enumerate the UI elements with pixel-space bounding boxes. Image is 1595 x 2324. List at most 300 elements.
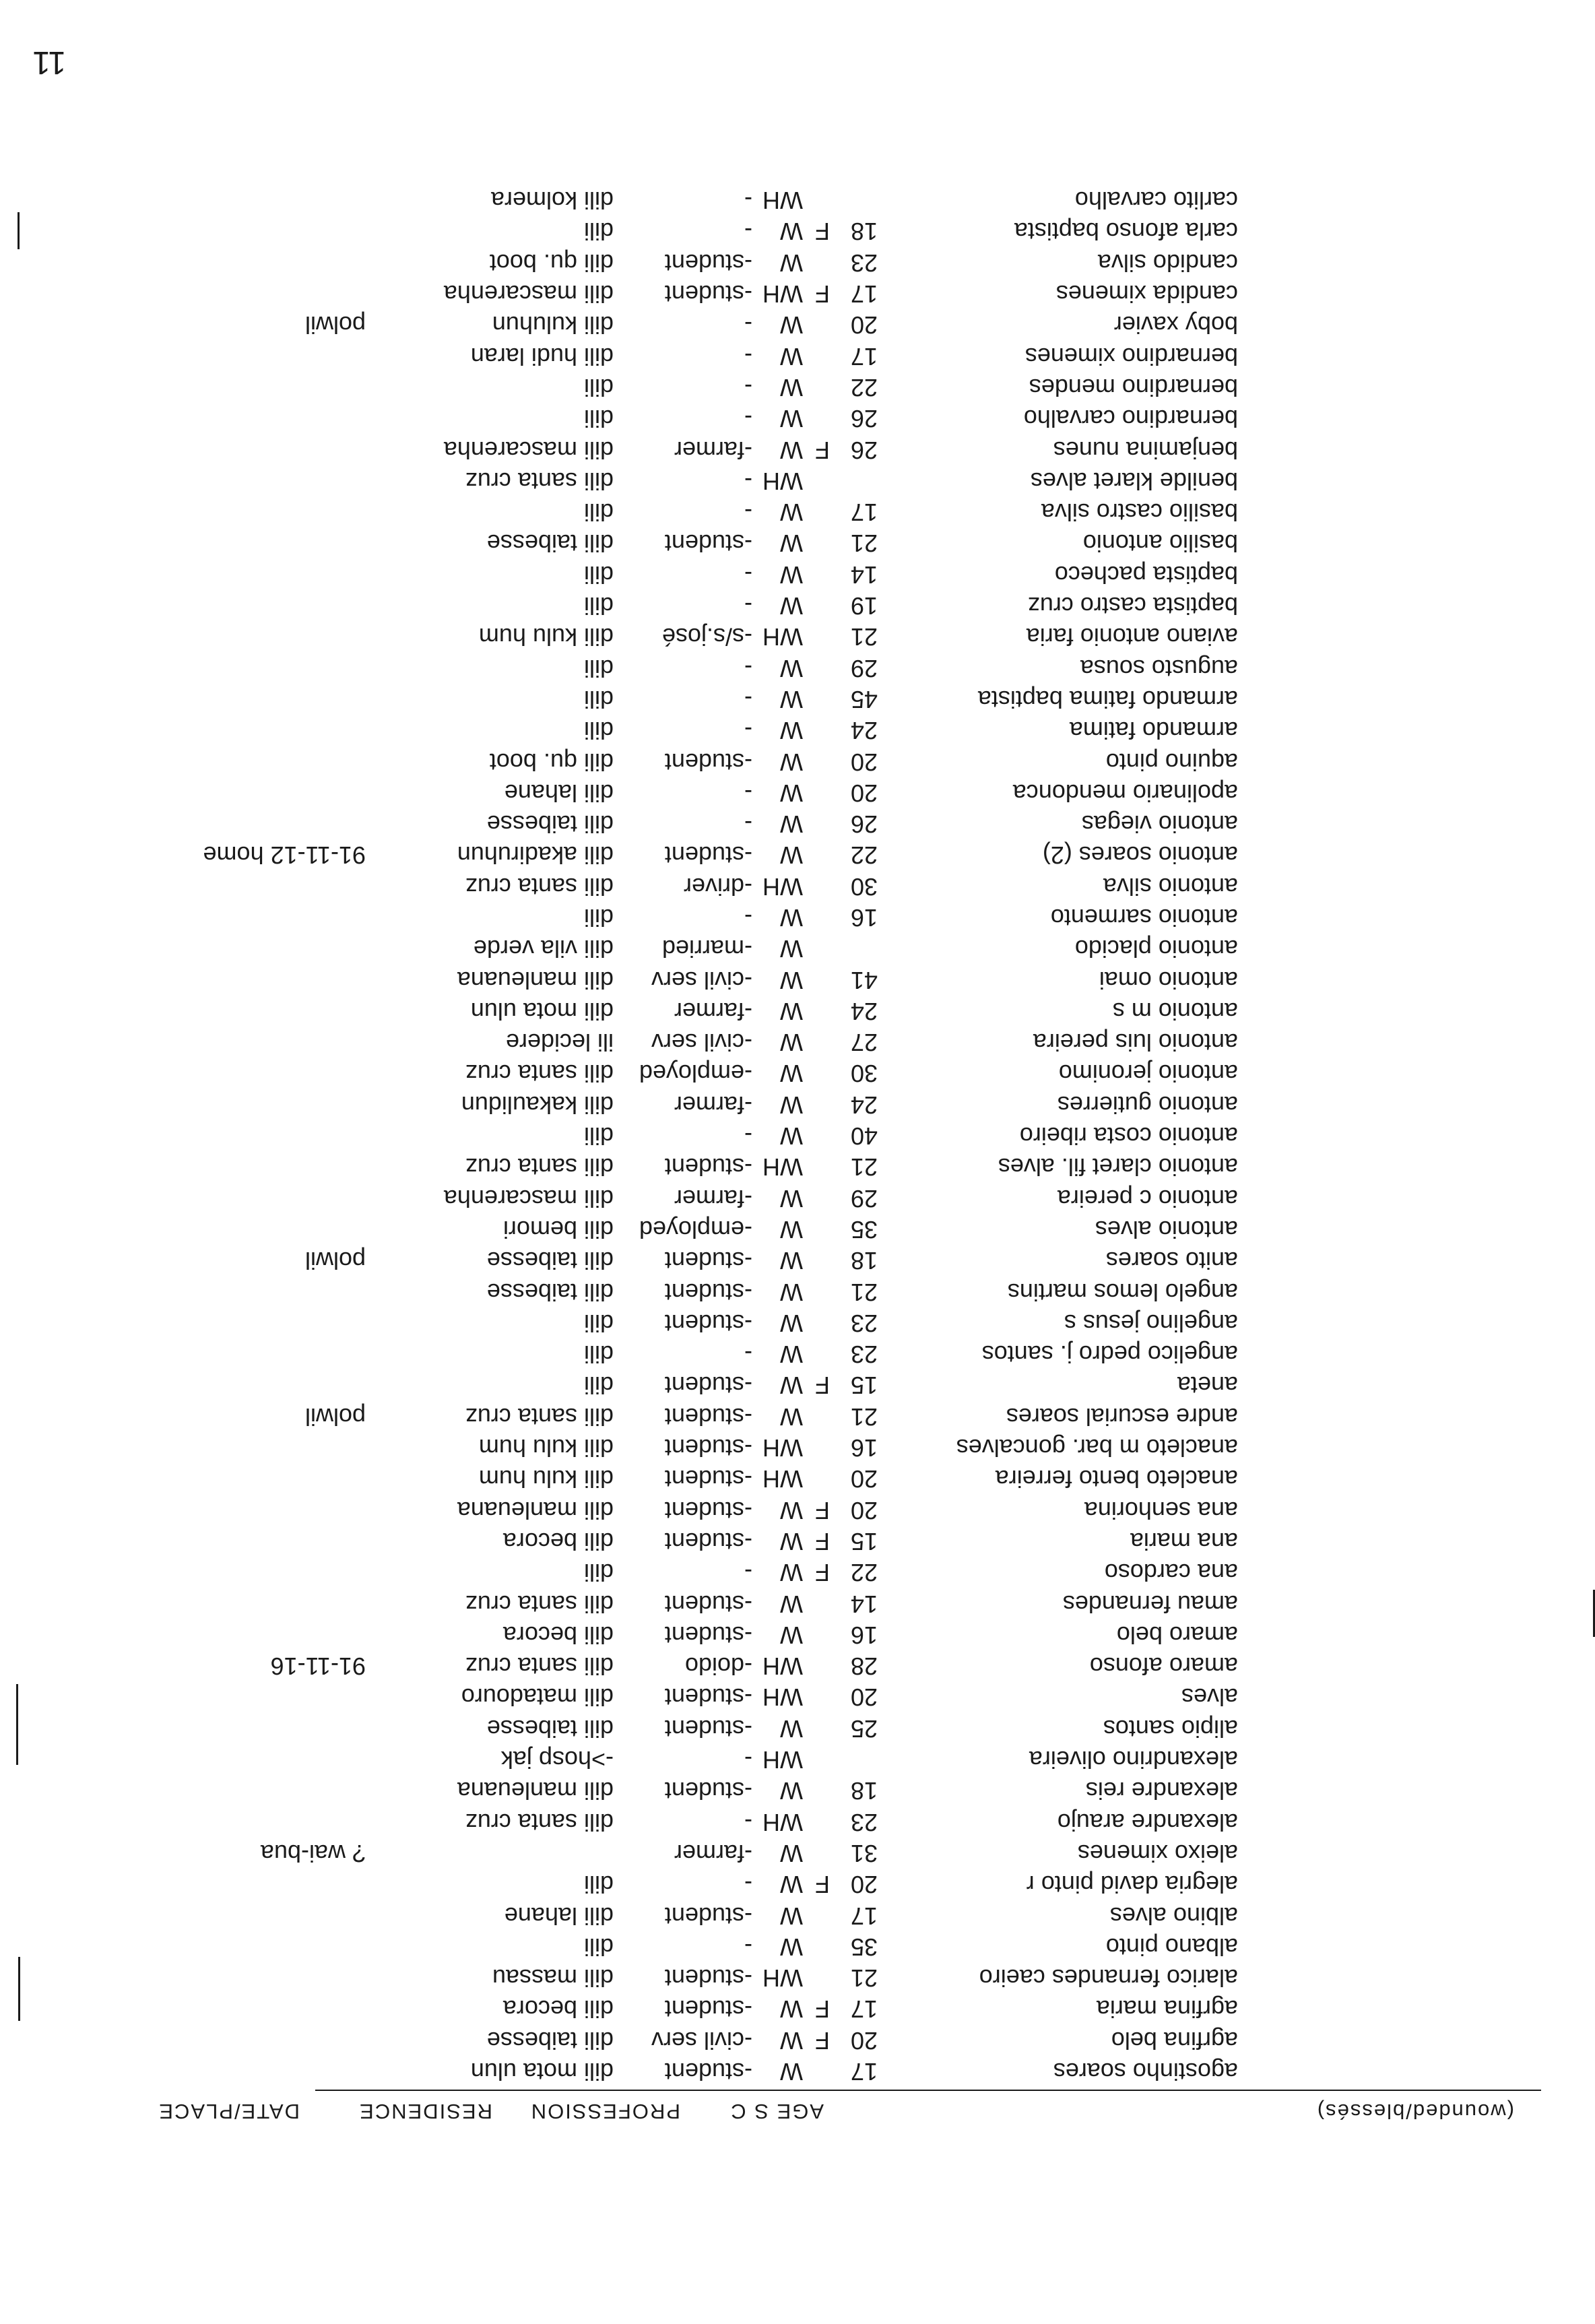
age-cell: 21 — [850, 529, 878, 558]
profession-cell: -student — [664, 841, 752, 870]
residence-cell: dili — [583, 904, 614, 932]
name-cell: amaro afonso — [1089, 1652, 1238, 1681]
profession-cell: - — [744, 373, 752, 401]
residence-cell: dili — [583, 1309, 614, 1337]
table-row — [0, 1151, 1595, 1182]
profession-cell: -student — [664, 1309, 752, 1337]
residence-cell: dili qu. boot — [489, 249, 614, 277]
residence-cell: dili akadiruhun — [457, 841, 614, 870]
name-cell: anacleto bento ferreira — [995, 1465, 1238, 1493]
table-row — [0, 1494, 1595, 1525]
age-cell: 18 — [850, 1777, 878, 1805]
residence-cell: dili — [583, 654, 614, 682]
age-cell: 20 — [850, 1871, 878, 1899]
condition-cell: W — [780, 436, 803, 464]
profession-cell: -civil serv — [651, 2026, 752, 2055]
table-row — [0, 1400, 1595, 1431]
table-row — [0, 652, 1595, 683]
profession-cell: -student — [664, 1465, 752, 1493]
age-cell: 23 — [850, 249, 878, 277]
residence-cell: dili lahane — [504, 1902, 614, 1930]
name-cell: agrfina maria — [1096, 1995, 1238, 2024]
age-cell: 29 — [850, 654, 878, 682]
residence-cell: dili taibesse — [486, 2026, 614, 2055]
age-cell: 24 — [850, 997, 878, 1025]
name-cell: angelino jesus s — [1064, 1309, 1238, 1337]
name-cell: bernardino carvalho — [1023, 405, 1238, 433]
profession-cell: -employed — [639, 1215, 752, 1244]
age-cell: 14 — [850, 560, 878, 589]
age-cell: 26 — [850, 810, 878, 839]
name-cell: boby xavier — [1113, 311, 1238, 340]
condition-cell: W — [780, 1496, 803, 1524]
age-cell: 21 — [850, 1402, 878, 1431]
condition-cell: W — [780, 1184, 803, 1213]
header-residence: RESIDENCE — [358, 2100, 492, 2123]
age-cell: 23 — [850, 1341, 878, 1369]
condition-cell: W — [780, 1621, 803, 1649]
table-row — [0, 1214, 1595, 1245]
name-cell: antonio sarmento — [1050, 904, 1238, 932]
age-cell: 30 — [850, 1060, 878, 1088]
age-cell: 21 — [850, 1153, 878, 1182]
name-cell: alipio santos — [1103, 1714, 1238, 1743]
age-cell: 15 — [850, 1527, 878, 1555]
age-cell: 17 — [850, 2058, 878, 2086]
profession-cell: - — [744, 904, 752, 932]
condition-cell: W — [780, 997, 803, 1025]
age-cell: 20 — [850, 1496, 878, 1524]
condition-cell: WH — [762, 280, 803, 309]
table-row — [0, 403, 1595, 434]
profession-cell: -student — [664, 529, 752, 558]
residence-cell: dili kulu hum — [478, 1465, 614, 1493]
condition-cell: WH — [762, 1153, 803, 1182]
age-cell: 24 — [850, 717, 878, 745]
profession-cell: -student — [664, 249, 752, 277]
profession-cell: -student — [664, 1434, 752, 1462]
table-row — [0, 216, 1595, 247]
sex-cell: F — [815, 1371, 830, 1400]
name-cell: anacleto m bar. goncalves — [956, 1434, 1238, 1462]
name-cell: antonio soares (2) — [1042, 841, 1238, 870]
age-cell: 22 — [850, 373, 878, 401]
name-cell: antonio c pereira — [1057, 1184, 1238, 1213]
table-row — [0, 372, 1595, 403]
condition-cell: W — [780, 311, 803, 340]
profession-cell: - — [744, 779, 752, 807]
condition-cell: W — [780, 654, 803, 682]
name-cell: aviano antonio faria — [1026, 623, 1238, 651]
table-row — [0, 558, 1595, 589]
residence-cell: dili santa cruz — [465, 1060, 614, 1088]
residence-cell: dili taibesse — [486, 1714, 614, 1743]
table-row — [0, 340, 1595, 371]
name-cell: amaro belo — [1116, 1621, 1238, 1649]
name-cell: candida ximenes — [1055, 280, 1238, 309]
name-cell: carlito carvalho — [1074, 187, 1238, 215]
age-cell: 41 — [850, 966, 878, 994]
residence-cell: dili matadouro — [461, 1683, 614, 1712]
header-rule — [315, 2090, 1541, 2091]
condition-cell: W — [780, 1995, 803, 2024]
profession-cell: -student — [664, 1964, 752, 1993]
profession-cell: -student — [664, 2058, 752, 2086]
residence-cell: dili bemori — [502, 1215, 614, 1244]
profession-cell: -student — [664, 1995, 752, 2024]
condition-cell: W — [780, 342, 803, 370]
profession-cell: -student — [664, 1777, 752, 1805]
profession-cell: -student — [664, 1247, 752, 1275]
name-cell: ana maria — [1130, 1527, 1238, 1555]
residence-cell: dili — [583, 1559, 614, 1587]
profession-cell: -married — [661, 935, 752, 963]
table-row — [0, 309, 1595, 340]
table-row — [0, 1744, 1595, 1775]
sex-cell: F — [815, 218, 830, 246]
profession-cell: - — [744, 592, 752, 620]
table-row — [0, 933, 1595, 964]
table-row — [0, 684, 1595, 715]
residence-cell: dili lahane — [504, 779, 614, 807]
condition-cell: W — [780, 717, 803, 745]
age-cell: 31 — [850, 1839, 878, 1867]
residence-cell: dili hudi laran — [470, 342, 614, 370]
residence-cell: dili manleuana — [457, 1496, 614, 1524]
table-header — [59, 2091, 1541, 2130]
condition-cell: W — [780, 592, 803, 620]
residence-cell: dili santa cruz — [465, 1652, 614, 1681]
name-cell: albino alves — [1109, 1902, 1238, 1930]
name-cell: carla afonso baptista — [1014, 218, 1238, 246]
residence-cell: dili kulu hum — [478, 1434, 614, 1462]
condition-cell: W — [780, 1590, 803, 1618]
name-cell: bernardino ximenes — [1024, 342, 1238, 370]
age-cell: 20 — [850, 311, 878, 340]
table-row — [0, 870, 1595, 901]
age-cell: 17 — [850, 1995, 878, 2024]
residence-cell: dili — [583, 1371, 614, 1400]
condition-cell: W — [780, 935, 803, 963]
residence-cell: dili santa cruz — [465, 467, 614, 495]
condition-cell: WH — [762, 187, 803, 215]
condition-cell: W — [780, 249, 803, 277]
profession-cell: - — [744, 1746, 752, 1774]
profession-cell: -farmer — [674, 436, 752, 464]
table-row — [0, 247, 1595, 278]
table-row — [0, 964, 1595, 995]
condition-cell: W — [780, 1402, 803, 1431]
condition-cell: W — [780, 685, 803, 713]
age-cell: 26 — [850, 436, 878, 464]
table-row — [0, 1308, 1595, 1338]
name-cell: alarico fernandes caeiro — [979, 1964, 1238, 1993]
table-row — [0, 496, 1595, 527]
condition-cell: W — [780, 529, 803, 558]
profession-cell: -student — [664, 1496, 752, 1524]
name-cell: antonio costa ribeiro — [1019, 1122, 1238, 1151]
residence-cell: dili mota ulun — [470, 2058, 614, 2086]
age-cell: 17 — [850, 1902, 878, 1930]
profession-cell: - — [744, 1122, 752, 1151]
table-row — [0, 1182, 1595, 1213]
condition-cell: W — [780, 1122, 803, 1151]
name-cell: antonio jeronimo — [1058, 1060, 1238, 1088]
name-cell: alegria david pinto r — [1026, 1871, 1238, 1899]
age-cell: 16 — [850, 904, 878, 932]
date-place-cell: polwil — [304, 311, 366, 340]
condition-cell: WH — [762, 1683, 803, 1712]
profession-cell: -student — [664, 1621, 752, 1649]
residence-cell: dili mota ulun — [470, 997, 614, 1025]
age-cell: 16 — [850, 1621, 878, 1649]
name-cell: antonio luis pereira — [1033, 1029, 1238, 1057]
age-cell: 17 — [850, 342, 878, 370]
date-place-cell: 91-11-16 — [270, 1652, 366, 1681]
name-cell: antonio placido — [1074, 935, 1238, 963]
condition-cell: W — [780, 1559, 803, 1587]
table-row — [0, 1432, 1595, 1463]
table-row — [0, 1900, 1595, 1931]
age-cell: 21 — [850, 1964, 878, 1993]
residence-cell: dili — [583, 1341, 614, 1369]
profession-cell: -student — [664, 1371, 752, 1400]
residence-cell: dili becora — [502, 1527, 614, 1555]
condition-cell: W — [780, 1714, 803, 1743]
profession-cell: -doido — [684, 1652, 752, 1681]
sex-cell: F — [815, 280, 830, 309]
table-row — [0, 278, 1595, 309]
table-row — [0, 1058, 1595, 1089]
name-cell: armando fatima baptista — [977, 685, 1238, 713]
profession-cell: -student — [664, 1527, 752, 1555]
name-cell: antonio viegas — [1081, 810, 1238, 839]
table-row — [0, 1838, 1595, 1869]
table-row — [0, 1806, 1595, 1837]
table-row — [0, 1650, 1595, 1681]
age-cell: 35 — [850, 1215, 878, 1244]
name-cell: baptista pacheco — [1054, 560, 1238, 589]
table-row — [0, 1588, 1595, 1619]
table-row — [0, 1712, 1595, 1743]
name-cell: angelo lemos martins — [1007, 1278, 1238, 1306]
date-place-cell: polwil — [304, 1247, 366, 1275]
name-cell: ana senhorina — [1084, 1496, 1238, 1524]
residence-cell: dili — [583, 405, 614, 433]
condition-cell: W — [780, 841, 803, 870]
residence-cell: dili kulu hum — [478, 623, 614, 651]
residence-cell: dili santa cruz — [465, 1590, 614, 1618]
age-cell: 20 — [850, 2026, 878, 2055]
table-row — [0, 1993, 1595, 2024]
residence-cell: dili taibesse — [486, 810, 614, 839]
condition-cell: WH — [762, 1434, 803, 1462]
name-cell: alves — [1181, 1683, 1238, 1712]
profession-cell: -s/s.josé — [661, 623, 752, 651]
table-row — [0, 839, 1595, 870]
age-cell: 23 — [850, 1808, 878, 1836]
profession-cell: - — [744, 498, 752, 527]
condition-cell: WH — [762, 1808, 803, 1836]
name-cell: antonio gutierres — [1057, 1091, 1238, 1119]
date-place-cell: polwil — [304, 1402, 366, 1431]
table-row — [0, 777, 1595, 808]
profession-cell: - — [744, 1933, 752, 1961]
residence-cell: dili kolmera — [490, 187, 614, 215]
condition-cell: W — [780, 779, 803, 807]
condition-cell: W — [780, 498, 803, 527]
age-cell: 35 — [850, 1933, 878, 1961]
residence-cell: dili taibesse — [486, 1278, 614, 1306]
profession-cell: - — [744, 810, 752, 839]
header-profession: PROFESSION — [529, 2100, 680, 2123]
residence-cell: dili santa cruz — [465, 872, 614, 901]
table-row — [0, 1775, 1595, 1806]
profession-cell: -student — [664, 1590, 752, 1618]
sex-cell: F — [815, 2026, 830, 2055]
name-cell: andre escurial soares — [1006, 1402, 1238, 1431]
name-cell: benjamina nunes — [1053, 436, 1238, 464]
residence-cell: dili — [583, 218, 614, 246]
name-cell: antonio m s — [1112, 997, 1238, 1025]
condition-cell: W — [780, 218, 803, 246]
profession-cell: -farmer — [674, 1184, 752, 1213]
profession-cell: - — [744, 1559, 752, 1587]
table-row — [0, 996, 1595, 1027]
profession-cell: - — [744, 654, 752, 682]
residence-cell: dili massau — [492, 1964, 614, 1993]
residence-cell: dili — [583, 717, 614, 745]
date-place-cell: 91-11-12 home — [203, 841, 366, 870]
table-row — [0, 185, 1595, 216]
age-cell: 30 — [850, 872, 878, 901]
profession-cell: -farmer — [674, 1091, 752, 1119]
table-row — [0, 2056, 1595, 2087]
residence-cell: dili becora — [502, 1621, 614, 1649]
name-cell: armando fatima — [1069, 717, 1238, 745]
residence-cell: dili — [583, 1871, 614, 1899]
condition-cell: W — [780, 2058, 803, 2086]
residence-cell: dili kakaulidun — [461, 1091, 614, 1119]
profession-cell: -student — [664, 1902, 752, 1930]
page-number: 11 — [32, 44, 66, 80]
name-cell: aquino pinto — [1105, 748, 1238, 776]
age-cell: 15 — [850, 1371, 878, 1400]
margin-mark — [16, 1684, 18, 1765]
table-row — [0, 1681, 1595, 1712]
age-cell: 19 — [850, 592, 878, 620]
age-cell: 20 — [850, 748, 878, 776]
condition-cell: W — [780, 1247, 803, 1275]
profession-cell: - — [744, 405, 752, 433]
table-row — [0, 1245, 1595, 1276]
residence-cell: dili — [583, 373, 614, 401]
name-cell: agrfina belo — [1111, 2026, 1238, 2055]
table-row — [0, 465, 1595, 496]
name-cell: augusto sousa — [1080, 654, 1238, 682]
header-name: (wounded/blessés) — [1315, 2100, 1514, 2123]
condition-cell: W — [780, 2026, 803, 2055]
condition-cell: W — [780, 1777, 803, 1805]
profession-cell: - — [744, 560, 752, 589]
margin-mark — [18, 1957, 20, 2021]
sex-cell: F — [815, 1995, 830, 2024]
table-row — [0, 621, 1595, 652]
condition-cell: W — [780, 373, 803, 401]
name-cell: amau fernandes — [1062, 1590, 1238, 1618]
name-cell: benilde klaret alves — [1030, 467, 1238, 495]
name-cell: alexandre araujo — [1057, 1808, 1238, 1836]
table-row — [0, 2024, 1595, 2055]
name-cell: candido silva — [1097, 249, 1238, 277]
name-cell: ana cardoso — [1104, 1559, 1238, 1587]
name-cell: bernardino mendes — [1029, 373, 1238, 401]
age-cell: 20 — [850, 1465, 878, 1493]
profession-cell: -civil serv — [651, 1029, 752, 1057]
residence-cell: dili santa cruz — [465, 1153, 614, 1182]
condition-cell: W — [780, 405, 803, 433]
residence-cell: dili kuluhun — [492, 311, 614, 340]
table-row — [0, 434, 1595, 465]
table-row — [0, 1619, 1595, 1650]
table-body — [0, 185, 1595, 2087]
name-cell: albano pinto — [1105, 1933, 1238, 1961]
name-cell: basilio antonio — [1082, 529, 1238, 558]
table-row — [0, 1120, 1595, 1151]
condition-cell: W — [780, 1215, 803, 1244]
residence-cell: dili — [583, 498, 614, 527]
age-cell: 20 — [850, 779, 878, 807]
age-cell: 17 — [850, 498, 878, 527]
profession-cell: - — [744, 1808, 752, 1836]
residence-cell: dili mascarenha — [443, 280, 614, 309]
residence-cell: dili mascarenha — [443, 436, 614, 464]
table-row — [0, 1557, 1595, 1588]
profession-cell: -student — [664, 1402, 752, 1431]
residence-cell: dili manleuana — [457, 966, 614, 994]
condition-cell: W — [780, 1091, 803, 1119]
condition-cell: W — [780, 1527, 803, 1555]
name-cell: aneta — [1177, 1371, 1238, 1400]
name-cell: antonio silva — [1103, 872, 1238, 901]
profession-cell: -driver — [683, 872, 752, 901]
condition-cell: W — [780, 966, 803, 994]
age-cell: 21 — [850, 623, 878, 651]
sex-cell: F — [815, 1559, 830, 1587]
profession-cell: -employed — [639, 1060, 752, 1088]
condition-cell: W — [780, 748, 803, 776]
name-cell: basilio castro silva — [1041, 498, 1238, 527]
age-cell: 16 — [850, 1434, 878, 1462]
sex-cell: F — [815, 436, 830, 464]
header-date-place: DATE/PLACE — [158, 2100, 300, 2123]
residence-cell: dili santa cruz — [465, 1808, 614, 1836]
profession-cell: -farmer — [674, 1839, 752, 1867]
table-row — [0, 1526, 1595, 1557]
residence-cell: ->hosp jak — [500, 1746, 614, 1774]
name-cell: antonio claret fil. alves — [998, 1153, 1238, 1182]
age-cell: 17 — [850, 280, 878, 309]
age-cell: 45 — [850, 685, 878, 713]
profession-cell: - — [744, 717, 752, 745]
table-row — [0, 1463, 1595, 1494]
table-row — [0, 527, 1595, 558]
residence-cell: dili — [583, 685, 614, 713]
table-row — [0, 808, 1595, 839]
age-cell: 20 — [850, 1683, 878, 1712]
profession-cell: -farmer — [674, 997, 752, 1025]
profession-cell: -civil serv — [651, 966, 752, 994]
